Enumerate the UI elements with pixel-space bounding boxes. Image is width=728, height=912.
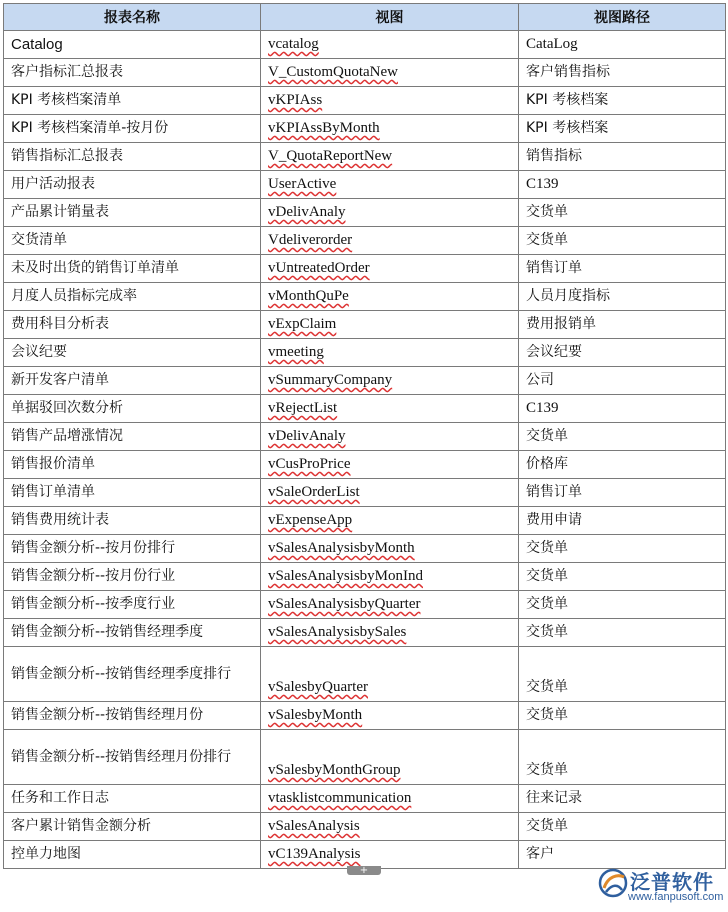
cell-view-path: C139 xyxy=(519,171,726,199)
cell-view-path: 价格库 xyxy=(519,451,726,479)
cell-report-name: 用户活动报表 xyxy=(4,171,261,199)
table-row xyxy=(4,367,726,395)
table-row xyxy=(4,171,726,199)
cell-report-name: 销售金额分析--按季度行业 xyxy=(4,591,261,619)
cell-view: vCusProPrice xyxy=(261,451,519,479)
table-row xyxy=(4,479,726,507)
cell-report-name: 销售金额分析--按销售经理季度排行 xyxy=(4,647,261,702)
cell-report-name: 销售产品增涨情况 xyxy=(4,423,261,451)
cell-view-path: 费用报销单 xyxy=(519,311,726,339)
cell-report-name: 销售金额分析--按销售经理月份排行 xyxy=(4,730,261,785)
table-row xyxy=(4,31,726,59)
cell-view-path: 公司 xyxy=(519,367,726,395)
header-report-name: 报表名称 xyxy=(4,4,261,31)
table-row xyxy=(4,730,726,785)
cell-view-path: 费用申请 xyxy=(519,507,726,535)
cell-view: V_QuotaReportNew xyxy=(261,143,519,171)
table-row xyxy=(4,339,726,367)
cell-report-name: 会议纪要 xyxy=(4,339,261,367)
cell-view-path: 交货单 xyxy=(519,702,726,730)
table-row xyxy=(4,227,726,255)
cell-view-path: 交货单 xyxy=(519,563,726,591)
table-row xyxy=(4,785,726,813)
cell-view: vSalesAnalysis xyxy=(261,813,519,841)
report-table xyxy=(3,3,726,869)
table-row xyxy=(4,59,726,87)
cell-view: vExpenseApp xyxy=(261,507,519,535)
add-row-tab[interactable]: + xyxy=(347,866,381,875)
cell-view: UserActive xyxy=(261,171,519,199)
cell-report-name: KPI 考核档案清单-按月份 xyxy=(4,115,261,143)
fanpu-logo-icon xyxy=(598,868,628,898)
cell-view: vcatalog xyxy=(261,31,519,59)
table-row xyxy=(4,563,726,591)
header-view-path: 视图路径 xyxy=(519,4,726,31)
cell-report-name: 未及时出货的销售订单清单 xyxy=(4,255,261,283)
table-row xyxy=(4,423,726,451)
logo-brand-text: 泛普软件 xyxy=(630,870,714,894)
cell-report-name: 交货清单 xyxy=(4,227,261,255)
table-body xyxy=(4,31,726,869)
table-row xyxy=(4,535,726,563)
cell-report-name: 销售金额分析--按月份排行 xyxy=(4,535,261,563)
cell-view-path: 人员月度指标 xyxy=(519,283,726,311)
table-row xyxy=(4,311,726,339)
cell-view: vKPIAss xyxy=(261,87,519,115)
cell-report-name: 任务和工作日志 xyxy=(4,785,261,813)
cell-view-path: 销售指标 xyxy=(519,143,726,171)
cell-view: vDelivAnaly xyxy=(261,423,519,451)
cell-view-path: 交货单 xyxy=(519,730,726,785)
cell-report-name: 销售费用统计表 xyxy=(4,507,261,535)
cell-view-path: CataLog xyxy=(519,31,726,59)
cell-view-path: 交货单 xyxy=(519,227,726,255)
table-row xyxy=(4,115,726,143)
cell-view-path: 交货单 xyxy=(519,199,726,227)
table-row xyxy=(4,87,726,115)
cell-view: vSalesAnalysisbySales xyxy=(261,619,519,647)
cell-report-name: 销售指标汇总报表 xyxy=(4,143,261,171)
table-row xyxy=(4,702,726,730)
cell-view: vKPIAssByMonth xyxy=(261,115,519,143)
cell-view: vDelivAnaly xyxy=(261,199,519,227)
cell-view: vtasklistcommunication xyxy=(261,785,519,813)
cell-report-name: 单据驳回次数分析 xyxy=(4,395,261,423)
cell-view: vRejectList xyxy=(261,395,519,423)
cell-view-path: 交货单 xyxy=(519,535,726,563)
cell-view-path: 销售订单 xyxy=(519,479,726,507)
table-row xyxy=(4,507,726,535)
cell-view: vmeeting xyxy=(261,339,519,367)
cell-report-name: 销售金额分析--按销售经理月份 xyxy=(4,702,261,730)
cell-view-path: 销售订单 xyxy=(519,255,726,283)
cell-report-name: 控单力地图 xyxy=(4,841,261,869)
cell-view-path: 交货单 xyxy=(519,813,726,841)
table-row xyxy=(4,619,726,647)
cell-report-name: Catalog xyxy=(4,31,261,59)
cell-view-path: 交货单 xyxy=(519,423,726,451)
cell-view-path: 交货单 xyxy=(519,647,726,702)
cell-view: vMonthQuPe xyxy=(261,283,519,311)
cell-report-name: 客户累计销售金额分析 xyxy=(4,813,261,841)
cell-report-name: 销售报价清单 xyxy=(4,451,261,479)
cell-report-name: 销售订单清单 xyxy=(4,479,261,507)
cell-view: vC139Analysis xyxy=(261,841,519,869)
cell-view: vSalesbyMonth xyxy=(261,702,519,730)
table-row xyxy=(4,647,726,702)
header-view: 视图 xyxy=(261,4,519,31)
cell-view-path: C139 xyxy=(519,395,726,423)
table-row xyxy=(4,395,726,423)
cell-report-name: 产品累计销量表 xyxy=(4,199,261,227)
cell-view: vSalesbyQuarter xyxy=(261,647,519,702)
table-header-row xyxy=(4,4,726,31)
cell-view-path: 客户 xyxy=(519,841,726,869)
table-row xyxy=(4,591,726,619)
cell-view-path: 会议纪要 xyxy=(519,339,726,367)
cell-view: vSummaryCompany xyxy=(261,367,519,395)
cell-view: vExpClaim xyxy=(261,311,519,339)
cell-view: V_CustomQuotaNew xyxy=(261,59,519,87)
table-row xyxy=(4,143,726,171)
cell-report-name: KPI 考核档案清单 xyxy=(4,87,261,115)
cell-view: vSalesAnalysisbyMonth xyxy=(261,535,519,563)
table-row xyxy=(4,283,726,311)
cell-report-name: 客户指标汇总报表 xyxy=(4,59,261,87)
cell-report-name: 销售金额分析--按销售经理季度 xyxy=(4,619,261,647)
cell-view: vSalesAnalysisbyMonInd xyxy=(261,563,519,591)
cell-report-name: 新开发客户清单 xyxy=(4,367,261,395)
cell-view: vUntreatedOrder xyxy=(261,255,519,283)
cell-view: vSalesAnalysisbyQuarter xyxy=(261,591,519,619)
cell-view: Vdeliverorder xyxy=(261,227,519,255)
cell-view-path: 往来记录 xyxy=(519,785,726,813)
fanpu-logo xyxy=(598,866,724,908)
cell-view: vSalesbyMonthGroup xyxy=(261,730,519,785)
table-row xyxy=(4,813,726,841)
cell-view-path: 客户销售指标 xyxy=(519,59,726,87)
cell-view-path: 交货单 xyxy=(519,619,726,647)
logo-url-text: www.fanpusoft.com xyxy=(628,891,724,903)
cell-report-name: 费用科目分析表 xyxy=(4,311,261,339)
cell-view-path: KPI 考核档案 xyxy=(519,115,726,143)
table-row xyxy=(4,451,726,479)
cell-report-name: 月度人员指标完成率 xyxy=(4,283,261,311)
cell-view-path: 交货单 xyxy=(519,591,726,619)
table-row xyxy=(4,199,726,227)
cell-view-path: KPI 考核档案 xyxy=(519,87,726,115)
cell-report-name: 销售金额分析--按月份行业 xyxy=(4,563,261,591)
cell-view: vSaleOrderList xyxy=(261,479,519,507)
table-row xyxy=(4,255,726,283)
